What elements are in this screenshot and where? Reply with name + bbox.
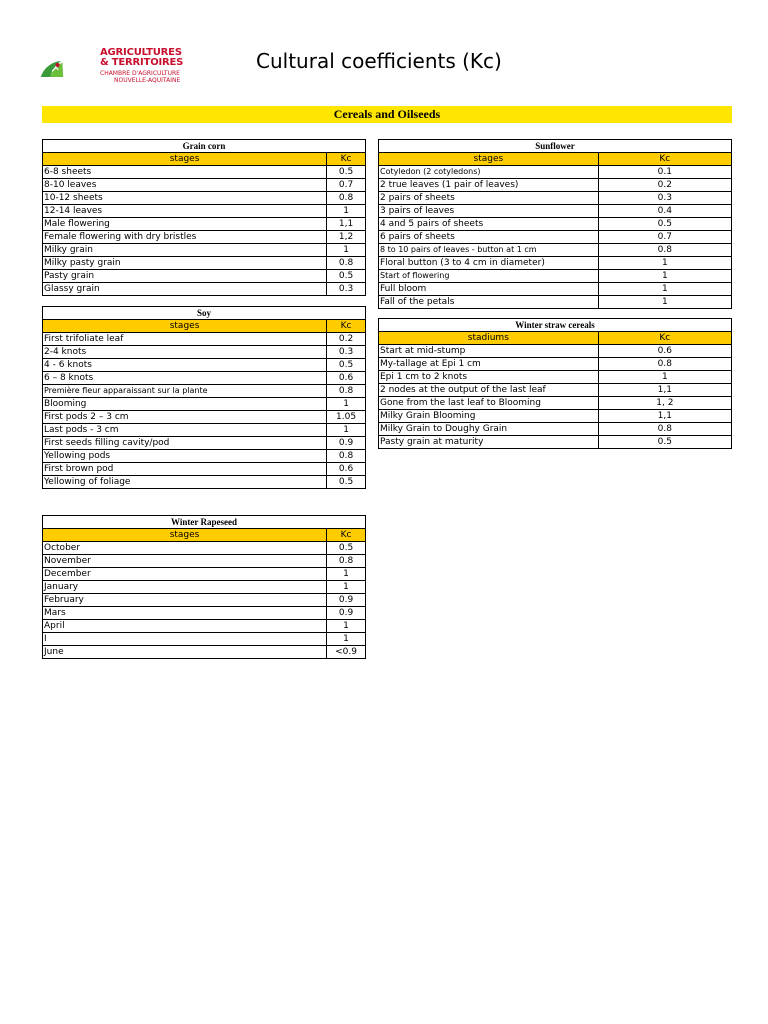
kc-cell: 0.2 [598,179,731,192]
table-row [43,372,366,385]
stage-cell: 3 pairs of leaves [379,205,599,218]
kc-cell: 0.8 [327,450,366,463]
stage-cell: Glassy grain [43,283,327,296]
winter-straw-table [378,318,732,449]
table-row [43,411,366,424]
grain-corn-col-kc: Kc [327,153,366,166]
logo [100,48,183,84]
table-row [43,398,366,411]
table-row [379,283,732,296]
kc-cell: <0.9 [327,646,366,659]
logo-line4: NOUVELLE-AQUITAINE [114,77,181,84]
kc-cell: 0.4 [598,205,731,218]
kc-cell: 0.2 [327,333,366,346]
table-row [43,333,366,346]
soy-table [42,306,366,489]
stage-cell: Yellowing pods [43,450,327,463]
stage-cell: Female flowering with dry bristles [43,231,327,244]
sunflower-title: Sunflower [379,140,732,153]
table-row [43,218,366,231]
kc-cell: 0.5 [327,270,366,283]
stage-cell: 2 true leaves (1 pair of leaves) [379,179,599,192]
logo-line1: AGRICULTURES [100,47,182,58]
kc-cell: 0.8 [327,385,366,398]
kc-cell: 0.8 [598,423,731,436]
logo-line3: CHAMBRE D'AGRICULTURE [100,70,180,77]
table-row [43,346,366,359]
grain-corn-title: Grain corn [43,140,366,153]
stage-cell: My-tallage at Epi 1 cm [379,358,599,371]
soy-title: Soy [43,307,366,320]
kc-cell: 0.9 [327,594,366,607]
winter-straw-col-kc: Kc [598,332,731,345]
stage-cell: Milky grain [43,244,327,257]
stage-cell: 6 pairs of sheets [379,231,599,244]
table-row [379,423,732,436]
table-row [379,231,732,244]
table-row [43,555,366,568]
table-row [43,270,366,283]
table-row [379,345,732,358]
stage-cell: First brown pod [43,463,327,476]
stage-cell: December [43,568,327,581]
stage-cell: 8-10 leaves [43,179,327,192]
stage-cell: February [43,594,327,607]
winter-straw-title: Winter straw cereals [379,319,732,332]
kc-cell: 0.7 [598,231,731,244]
stage-cell: 10-12 sheets [43,192,327,205]
table-row [379,371,732,384]
sunflower-table [378,139,732,309]
table-row [43,568,366,581]
stage-cell: Yellowing of foliage [43,476,327,489]
stage-cell: Pasty grain at maturity [379,436,599,449]
stage-cell: 6-8 sheets [43,166,327,179]
table-row [43,257,366,270]
kc-cell: 0.9 [327,437,366,450]
kc-cell: 0.1 [598,166,731,179]
table-row [43,594,366,607]
kc-cell: 0.8 [327,257,366,270]
table-row [43,359,366,372]
sunflower-col-kc: Kc [598,153,731,166]
kc-cell: 0.5 [327,359,366,372]
stage-cell: 2-4 knots [43,346,327,359]
kc-cell: 0.3 [327,283,366,296]
table-row [43,385,366,398]
kc-cell: 0.8 [598,244,731,257]
table-row [43,450,366,463]
table-row [43,424,366,437]
kc-cell: 0.6 [327,372,366,385]
kc-cell: 0.8 [327,192,366,205]
table-row [379,257,732,270]
kc-cell: 1 [327,244,366,257]
kc-cell: 1 [327,424,366,437]
kc-cell: 0.5 [327,542,366,555]
table-row [43,607,366,620]
stage-cell: 6 – 8 knots [43,372,327,385]
kc-cell: 1 [598,283,731,296]
stage-cell: Mars [43,607,327,620]
stage-cell: Pasty grain [43,270,327,283]
kc-cell: 1 [598,371,731,384]
stage-cell: 4 - 6 knots [43,359,327,372]
stage-cell: January [43,581,327,594]
stage-cell: Last pods - 3 cm [43,424,327,437]
grain-corn-col-stages: stages [43,153,327,166]
page-title: Cultural coefficients (Kc) [256,49,502,73]
kc-cell: 1 [327,205,366,218]
table-row [43,166,366,179]
table-row [43,179,366,192]
stage-cell: Epi 1 cm to 2 knots [379,371,599,384]
soy-col-kc: Kc [327,320,366,333]
table-row [379,410,732,423]
stage-cell: I [43,633,327,646]
stage-cell: Première fleur apparaissant sur la plante [43,385,327,398]
kc-cell: 0.3 [598,192,731,205]
winter-straw-col-stages: stadiums [379,332,599,345]
table-row [43,192,366,205]
table-row [379,384,732,397]
kc-cell: 1, 2 [598,397,731,410]
kc-cell: 1 [327,568,366,581]
kc-cell: 1 [598,296,731,309]
winter-rapeseed-table [42,515,366,659]
stage-cell: Full bloom [379,283,599,296]
kc-cell: 0.9 [327,607,366,620]
table-row [43,283,366,296]
stage-cell: Cotyledon (2 cotyledons) [379,166,599,179]
stage-cell: First trifoliate leaf [43,333,327,346]
table-row [379,270,732,283]
kc-cell: 1,2 [327,231,366,244]
section-title: Cereals and Oilseeds [42,106,732,123]
table-row [43,244,366,257]
kc-cell: 1 [327,620,366,633]
table-row [379,218,732,231]
stage-cell: Blooming [43,398,327,411]
winter-rapeseed-col-stages: stages [43,529,327,542]
table-row [43,205,366,218]
table-row [43,581,366,594]
kc-cell: 1 [327,581,366,594]
table-row [379,205,732,218]
table-row [43,476,366,489]
winter-rapeseed-col-kc: Kc [327,529,366,542]
stage-cell: Floral button (3 to 4 cm in diameter) [379,257,599,270]
table-row [43,437,366,450]
stage-cell: 12-14 leaves [43,205,327,218]
stage-cell: 2 pairs of sheets [379,192,599,205]
kc-cell: 0.5 [327,476,366,489]
kc-cell: 0.8 [327,555,366,568]
stage-cell: Fall of the petals [379,296,599,309]
table-row [379,397,732,410]
stage-cell: October [43,542,327,555]
stage-cell: Gone from the last leaf to Blooming [379,397,599,410]
kc-cell: 1.05 [327,411,366,424]
kc-cell: 1 [327,633,366,646]
stage-cell: Milky pasty grain [43,257,327,270]
stage-cell: June [43,646,327,659]
stage-cell: Milky Grain Blooming [379,410,599,423]
winter-rapeseed-title: Winter Rapeseed [43,516,366,529]
grain-corn-table [42,139,366,296]
table-row [43,231,366,244]
kc-cell: 1,1 [598,384,731,397]
kc-cell: 0.3 [327,346,366,359]
sunflower-col-stages: stages [379,153,599,166]
stage-cell: 2 nodes at the output of the last leaf [379,384,599,397]
table-row [43,633,366,646]
table-row [379,296,732,309]
table-row [379,436,732,449]
stage-cell: 4 and 5 pairs of sheets [379,218,599,231]
stage-cell: First seeds filling cavity/pod [43,437,327,450]
table-row [379,192,732,205]
logo-emblem-icon [40,46,100,92]
stage-cell: Start of flowering [379,270,599,283]
table-row [379,244,732,257]
stage-cell: Start at mid-stump [379,345,599,358]
table-row [379,166,732,179]
table-row [379,358,732,371]
kc-cell: 1,1 [598,410,731,423]
stage-cell: Male flowering [43,218,327,231]
kc-cell: 0.5 [327,166,366,179]
table-row [379,179,732,192]
table-row [43,463,366,476]
kc-cell: 1 [598,257,731,270]
stage-cell: November [43,555,327,568]
kc-cell: 0.7 [327,179,366,192]
kc-cell: 1 [598,270,731,283]
kc-cell: 0.5 [598,436,731,449]
stage-cell: April [43,620,327,633]
table-row [43,646,366,659]
stage-cell: 8 to 10 pairs of leaves - button at 1 cm [379,244,599,257]
kc-cell: 0.5 [598,218,731,231]
stage-cell: Milky Grain to Doughy Grain [379,423,599,436]
kc-cell: 1 [327,398,366,411]
logo-line2: & TERRITOIRES [100,57,184,68]
kc-cell: 0.6 [598,345,731,358]
kc-cell: 0.8 [598,358,731,371]
table-row [43,620,366,633]
kc-cell: 0.6 [327,463,366,476]
stage-cell: First pods 2 – 3 cm [43,411,327,424]
kc-cell: 1,1 [327,218,366,231]
soy-col-stages: stages [43,320,327,333]
table-row [43,542,366,555]
